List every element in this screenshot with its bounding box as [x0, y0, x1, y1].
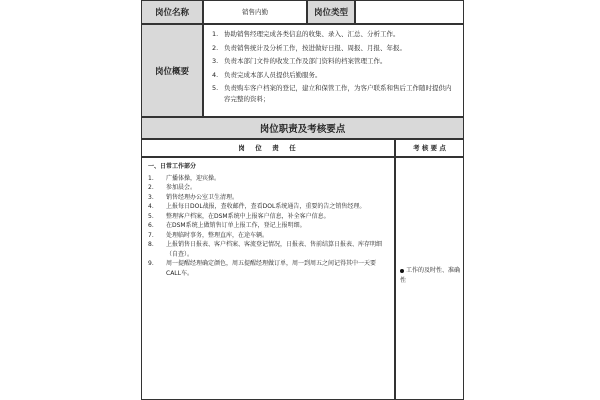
summary-item: 5. 负责购车客户档案的登记，建立和保管工作，为客户联系和售后工作随时提供内容完整的资料；	[212, 84, 452, 103]
duty-item: 4. 上报每日DOL战报，查收邮件，查看DOL系统通告，重要的告之销售经理。	[148, 203, 366, 210]
summary-item: 4. 负责完成本部人员提供后勤服务。	[212, 70, 322, 79]
duties-section-title: 岗位职责及考核要点	[141, 117, 464, 139]
assessment-column-header: 考 核 要 点	[395, 139, 464, 157]
assessment-point	[400, 266, 462, 285]
summary-item: 1. 协助销售经理完成各类信息的收集、录入、汇总、分析工作。	[212, 30, 400, 38]
duty-item: 8. 上报销售日报表、客户档案、客流登记情况，日报表、售前结算日报表、库存明细（自查）。	[148, 241, 383, 258]
duty-column-header: 岗 位 责 任	[141, 139, 395, 157]
duty-item: 7. 处理临时事务，整理直库，在途车辆。	[148, 231, 269, 239]
duties-content	[141, 157, 395, 400]
summary-list	[212, 29, 456, 108]
daily-work-title: 一、日常工作部分	[148, 163, 197, 170]
summary-content	[203, 24, 464, 117]
summary-item: 3. 负责本部门文件的收发工作及部门资料的档案管理工作。	[212, 57, 387, 66]
assessment-text: 工作的及时性、准确性	[400, 267, 461, 284]
duty-item: 2. 参加晨会。	[148, 184, 197, 191]
summary-item: 2. 负责销售统计及分析工作，按进做好日报、周报、月报、年报。	[212, 43, 406, 52]
duties-list	[148, 162, 388, 278]
position-name-label: 岗位名称	[141, 0, 203, 24]
duty-item: 9. 周一提醒经理确定颜色，周五提醒经理做订单，周一到周五之间记得其中一天要CALL车。	[148, 260, 377, 277]
bullet-icon	[400, 269, 404, 273]
duty-item: 1. 广播体操，迎宾操。	[148, 174, 221, 182]
position-type-value	[355, 0, 464, 24]
position-type-label: 岗位类型	[307, 0, 355, 24]
duty-item: 5. 整理客户档案，在DSM系统中上报客户信息，补全客户信息。	[148, 212, 330, 220]
summary-label: 岗位概要	[141, 24, 203, 117]
job-description-document	[141, 0, 464, 400]
position-name-value: 销售内勤	[203, 0, 307, 24]
assessment-content	[395, 157, 464, 400]
duty-item: 6. 在DSM系统上做销售订单上报工作，登记上报明细。	[148, 222, 306, 229]
duty-item: 3. 销售经理办公室卫生清理。	[148, 193, 239, 201]
